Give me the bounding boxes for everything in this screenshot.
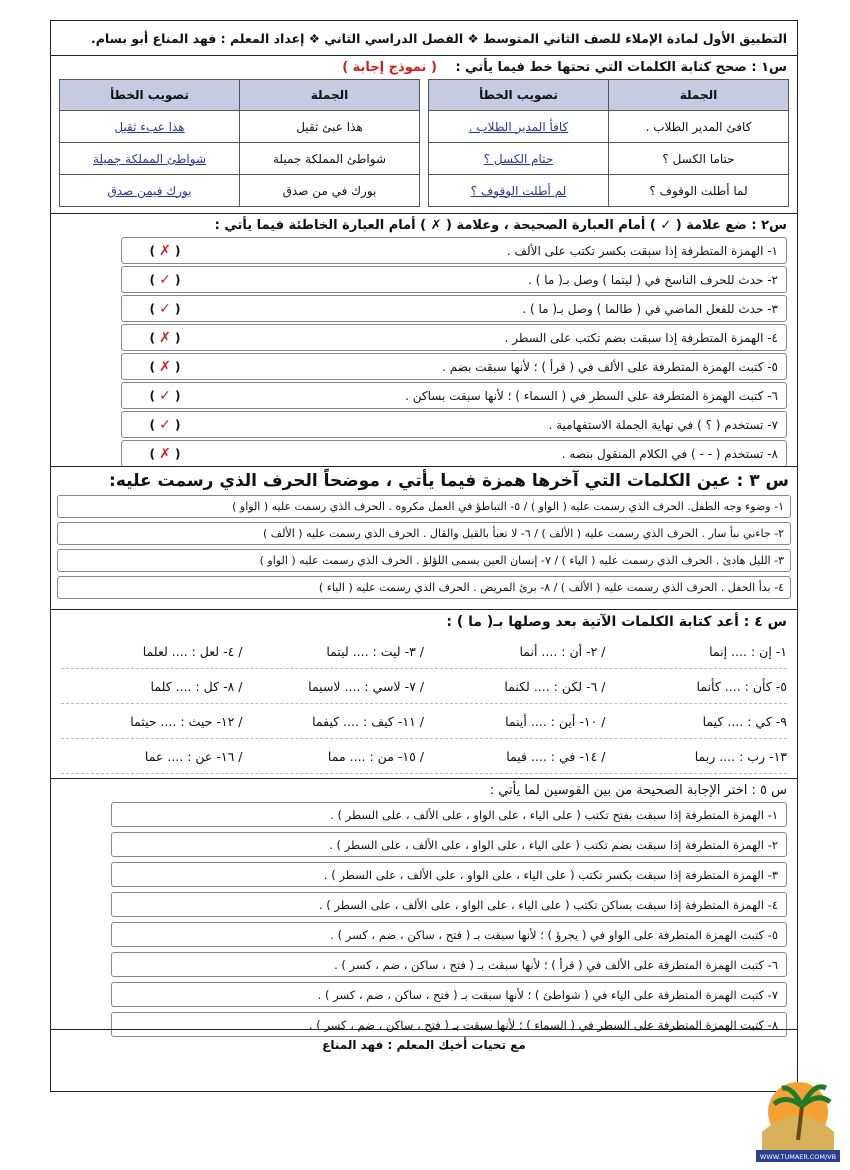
footer: مع تحيات أخيك المعلم : فهد المناع <box>322 1038 526 1052</box>
list-item: ١- إن : .... إنما / ٢- أن : .... أنما / ٣- ليت : .... ليتما / ٤- لعل : .... لعلما <box>61 634 787 669</box>
table-cell: شواطئ المملكة جميلة <box>60 143 240 175</box>
cross-icon: ✗ <box>159 329 171 346</box>
table-row <box>60 175 789 207</box>
q1-header-row <box>60 80 789 111</box>
check-icon: ✓ <box>159 271 171 288</box>
list-item: ٤- الهمزة المتطرفة إذا سبقت بضم تكتب على السطر . ( ✗ ) <box>121 324 787 351</box>
col-sentence: الجملة <box>240 80 420 111</box>
q3-title: س ٣ : عين الكلمات التي آخرها همزة فيما يأتي ، موضحاً الحرف الذي رسمت عليه: <box>109 471 789 491</box>
list-item: ٥- كتبت الهمزة المتطرفة على الألف في ( قرأ ) ؛ لأنها سبقت بضم . ( ✗ ) <box>121 353 787 380</box>
list-item: ٣- الهمزة المتطرفة إذا سبقت بكسر تكتب ( على الياء ، على الواو ، على الألف ، على السطر ) . <box>111 862 787 887</box>
table-cell: بورك في من صدق <box>240 175 420 207</box>
list-item: ١٣- رب : .... ربما / ١٤- في : .... فيما / ١٥- من : .... مما / ١٦- عن : .... عما <box>61 739 787 774</box>
answer-model-tag: ( نموذج إجابة ) <box>342 60 437 75</box>
q5-title: س ٥ : اختر الإجابة الصحيحة من بين القوسين لما يأتي : <box>489 783 787 798</box>
list-item: ٢- حدث للحرف الناسخ في ( ليتما ) وصل بـ( ما ) . ( ✓ ) <box>121 266 787 293</box>
table-row <box>60 143 789 175</box>
table-cell: كافئ المدير الطلاب . <box>609 111 789 143</box>
page-header <box>51 21 797 56</box>
question-4 <box>51 610 797 778</box>
check-icon: ✓ <box>159 300 171 317</box>
question-3 <box>51 467 797 609</box>
q1-title: س١ : صحح كتابة الكلمات التي تحتها خط فيما يأتي : ( نموذج إجابة ) <box>342 60 787 75</box>
q2-title: س٢ : ضع علامة ( ✓ ) أمام العبارة الصحيحة ، وعلامة ( ✗ ) أمام العبارة الخاطئة فيما يأتي : <box>214 218 787 233</box>
table-cell: هذا عبئ ثقيل <box>240 111 420 143</box>
question-5 <box>51 779 797 1032</box>
list-item: ١- الهمزة المتطرفة إذا سبقت بكسر تكتب على الألف . ( ✗ ) <box>121 237 787 264</box>
list-item: ١- الهمزة المتطرفة إذا سبقت بفتح تكتب ( على الياء ، على الواو ، على الألف ، على السطر ) . <box>111 802 787 827</box>
question-1 <box>51 56 797 207</box>
list-item: ٧- تستخدم ( ؟ ) في نهاية الجملة الاستفهامية . ( ✓ ) <box>121 411 787 438</box>
list-item: ٦- كتبت الهمزة المتطرفة على السطر في ( السماء ) ؛ لأنها سبقت بساكن . ( ✓ ) <box>121 382 787 409</box>
list-item: ١- وضوء وجه الطفل. الحرف الذي رسمت عليه ( الواو ) / ٥- التباطؤ في العمل مكروه . الحرف الذي رسمت عليه ( الواو ) <box>57 495 791 518</box>
svg-text:WWW.TUMAER.COM/VB: WWW.TUMAER.COM/VB <box>759 1153 837 1161</box>
table-cell: كافأ المدير الطلاب . <box>429 111 609 143</box>
list-item: ٧- كتبت الهمزة المتطرفة على الياء في ( شواطئ ) ؛ لأنها سبقت بـ ( فتح ، ساكن ، ضم ، كسر ) . <box>111 982 787 1007</box>
col-correction: تصويب الخطأ <box>429 80 609 111</box>
list-item: ٨- تستخدم ( - - ) في الكلام المنقول بنصه . ( ✗ ) <box>121 440 787 467</box>
worksheet <box>50 20 798 1092</box>
table-cell: لما أطلت الوقوف ؟ <box>609 175 789 207</box>
site-logo <box>752 1070 844 1166</box>
palm-logo-icon <box>752 1070 844 1166</box>
table-row <box>60 111 789 143</box>
list-item: ٤- بدأ الحفل . الحرف الذي رسمت عليه ( الألف ) / ٨- برئ المريض . الحرف الذي رسمت عليه ( الياء ) <box>57 576 791 599</box>
question-2 <box>51 214 797 466</box>
q1-table <box>59 79 789 207</box>
list-item: ٩- كي : .... كيما / ١٠- أين : .... أينما / ١١- كيف : .... كيفما / ١٢- حيث : .... حيثما <box>61 704 787 739</box>
table-cell: شواطئ المملكة جميلة <box>240 143 420 175</box>
list-item: ٦- كتبت الهمزة المتطرفة على الألف في ( قرأ ) ؛ لأنها سبقت بـ ( فتح ، ساكن ، ضم ، كسر ) . <box>111 952 787 977</box>
list-item: ٣- حدث للفعل الماضي في ( طالما ) وصل بـ( ما ) . ( ✓ ) <box>121 295 787 322</box>
table-cell: هذا عبء ثقيل <box>60 111 240 143</box>
list-item: ٣- الليل هادئ . الحرف الذي رسمت عليه ( الياء ) / ٧- إنسان العين يسمى اللؤلؤ . الحرف الذي رسمت عليه ( الواو ) <box>57 549 791 572</box>
list-item: ٥- كتبت الهمزة المتطرفة على الواو في ( يجرؤ ) ؛ لأنها سبقت بـ ( فتح ، ساكن ، ضم ، كسر ) . <box>111 922 787 947</box>
header-line: التطبيق الأول لمادة الإملاء للصف الثاني المتوسط ❖ الفصل الدراسي الثاني ❖ إعداد المعلم : فهد المناع أبو بسام. <box>91 30 787 46</box>
check-icon: ✓ <box>159 416 171 433</box>
list-item: ٥- كأن : .... كأنما / ٦- لكن : .... لكنما / ٧- لاسي : .... لاسيما / ٨- كل : .... كلما <box>61 669 787 704</box>
table-cell: لم أطلت الوقوف ؟ <box>429 175 609 207</box>
cross-icon: ✗ <box>159 242 171 259</box>
col-correction: تصويب الخطأ <box>60 80 240 111</box>
table-cell: حتاما الكسل ؟ <box>609 143 789 175</box>
list-item: ٤- الهمزة المتطرفة إذا سبقت بساكن تكتب ( على الياء ، على الواو ، على الألف ، على السطر ) . <box>111 892 787 917</box>
list-item: ٢- الهمزة المتطرفة إذا سبقت بضم تكتب ( على الياء ، على الواو ، على الألف ، على السطر ) . <box>111 832 787 857</box>
col-sentence: الجملة <box>609 80 789 111</box>
table-cell: حتام الكسل ؟ <box>429 143 609 175</box>
q4-title: س ٤ : أعد كتابة الكلمات الآتية بعد وصلها بـ( ما ) : <box>446 614 787 630</box>
list-item: ٨- كتبت الهمزة المتطرفة على السطر في ( السماء ) ؛ لأنها سبقت بـ ( فتح ، ساكن ، ضم ، كسر ) . <box>111 1012 787 1037</box>
table-cell: بورك فيمن صدق <box>60 175 240 207</box>
cross-icon: ✗ <box>159 358 171 375</box>
cross-icon: ✗ <box>159 445 171 462</box>
list-item: ٢- جاءني نبأ سار . الحرف الذي رسمت عليه ( الألف ) / ٦- لا تعبأ بالقيل والقال . الحرف الذي رسمت عليه ( الألف ) <box>57 522 791 545</box>
check-icon: ✓ <box>159 387 171 404</box>
